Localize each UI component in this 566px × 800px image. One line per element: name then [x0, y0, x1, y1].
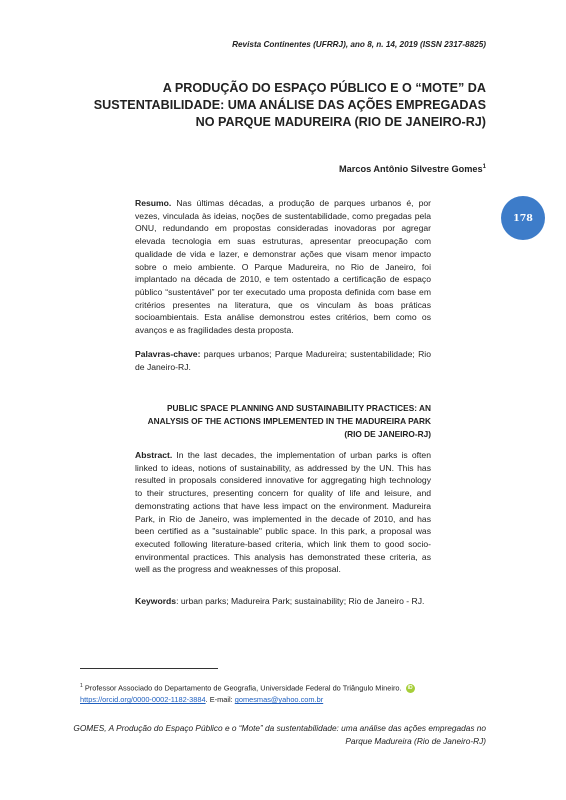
orcid-link[interactable]: https://orcid.org/0000-0002-1182-3884	[80, 695, 206, 705]
abstract-label: Abstract.	[135, 450, 173, 460]
author-name: Marcos Antônio Silvestre Gomes	[339, 164, 483, 175]
palavras-chave-paragraph	[135, 348, 431, 373]
email-link[interactable]: gomesmas@yahoo.com.br	[234, 695, 324, 705]
page-number-badge: 178	[501, 196, 545, 240]
abstract-text: In the last decades, the implementation of urban parks is often linked to ideas, notions of sustainability, as addressed by the UN. This has resulted in proposals considered innovative for aggregating high technology to their structures, presenting concern for quality of life and leisure, and demonstrating actions that have less impact on the environment. Madureira Park, in Rio de Janeiro, was implemented in the decade of 2010, and has been certified as a "sustainable" public space. In this park, a proposal was executed following literature-based criteria, which link them to good socio-environmental practices. This analysis has demonstrated these criteria, as well as the progress and weaknesses of this proposal.	[135, 450, 431, 575]
footnote-number: 1	[80, 683, 83, 689]
footnote	[80, 680, 500, 706]
author-footnote-ref[interactable]: 1	[482, 164, 486, 170]
orcid-icon[interactable]: iD	[407, 685, 413, 692]
palavras-chave-text: parques urbanos; Parque Madureira; sustentabilidade; Rio de Janeiro-RJ.	[135, 349, 431, 372]
resumo-label: Resumo.	[135, 198, 172, 208]
keywords-text: : urban parks; Madureira Park; sustainability; Rio de Janeiro - RJ.	[176, 596, 425, 606]
article-title: A PRODUÇÃO DO ESPAÇO PÚBLICO E O “MOTE” DA SUSTENTABILIDADE: UMA ANÁLISE DAS AÇÕES EMPREGADAS NO PARQUE MADUREIRA (RIO DE JANEIRO-RJ)	[93, 81, 486, 129]
english-title: PUBLIC SPACE PLANNING AND SUSTAINABILITY PRACTICES: AN ANALYSIS OF THE ACTIONS IMPLEMENTED IN THE MADUREIRA PARK (RIO DE JANEIRO-RJ)	[147, 403, 431, 439]
email-label: . E-mail:	[205, 695, 235, 705]
abstract-paragraph	[135, 449, 431, 576]
keywords-paragraph	[135, 595, 431, 608]
keywords-label: Keywords	[135, 596, 177, 606]
palavras-chave-label: Palavras-chave:	[135, 349, 201, 359]
resumo-paragraph	[135, 197, 431, 337]
author-line	[339, 164, 486, 174]
journal-header: Revista Continentes (UFRRJ), ano 8, n. 14, 2019 (ISSN 2317-8825)	[232, 40, 486, 49]
citation-footer: GOMES, A Produção do Espaço Público e o “Mote” da sustentabilidade: uma análise das ações empregadas no Parque Madureira (Rio de Janeiro-RJ)	[73, 723, 486, 746]
footnote-text: Professor Associado do Departamento de Geografia, Universidade Federal do Triângulo Mineiro.	[84, 683, 402, 693]
resumo-text: Nas últimas décadas, a produção de parques urbanos é, por vezes, vinculada às ideias, noções de sustentabilidade, como pregadas pela ONU, redundando em propostas consideradas inovadoras por agregar elevada tecnologia em suas estruturas, apresentar preocupação com qualidade de vida e lazer, e demonstrar ações que visam menor impacto sobre o meio ambiente. O Parque Madureira, no Rio de Janeiro, foi implantado na década de 2010, e tem ostentado a certificação de espaço público “sustentável” por ter executado uma proposta definida com base em critérios presentes na literatura, que os vinculam às boas práticas socioambientais. Esta análise demonstrou estes critérios, bem como os avanços e as fragilidades desta proposta.	[135, 198, 431, 336]
footnote-divider	[80, 668, 218, 669]
